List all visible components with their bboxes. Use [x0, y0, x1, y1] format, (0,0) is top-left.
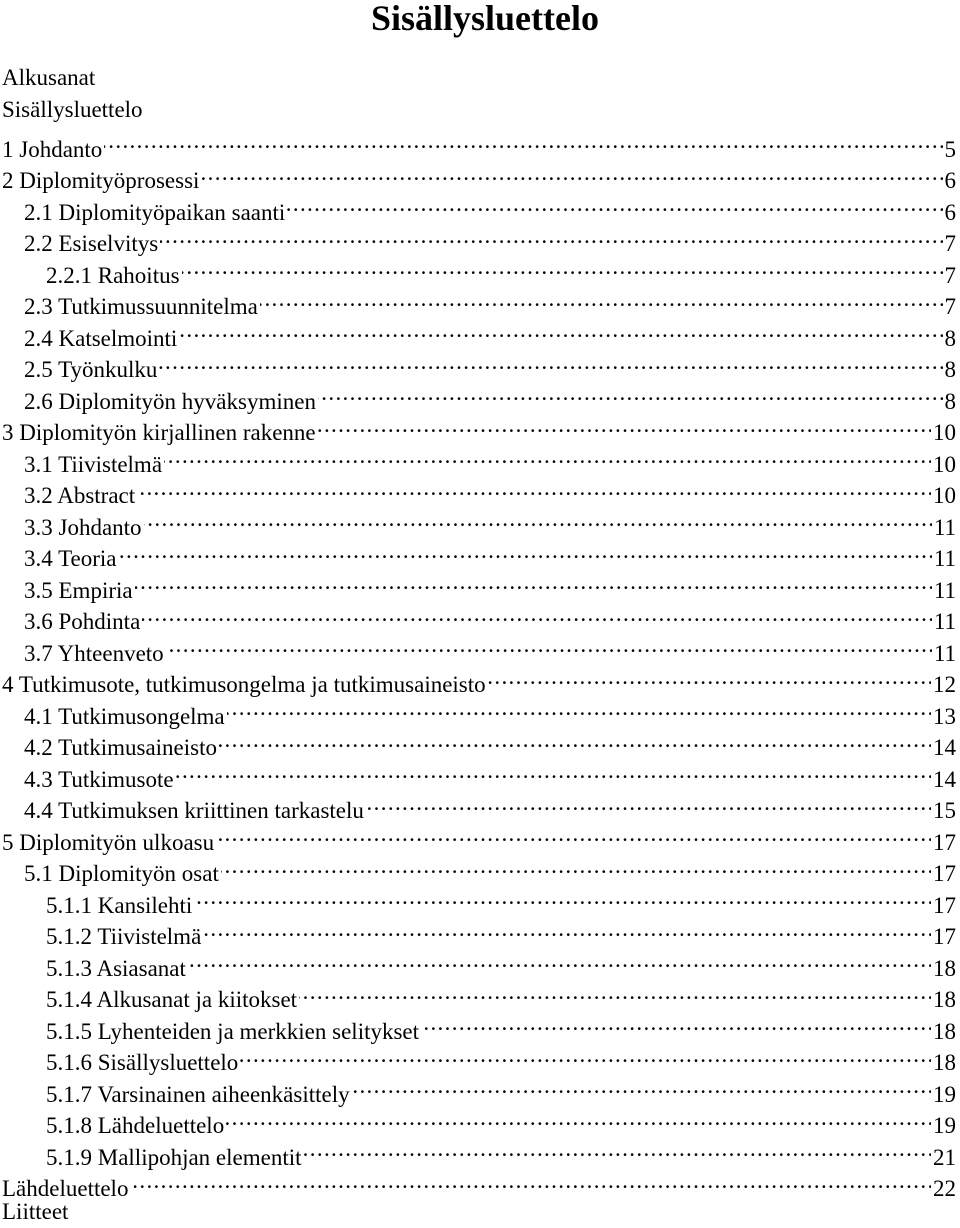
toc-entry[interactable]: [2, 62, 956, 94]
toc-entry-label: 4.3 Tutkimusote: [24, 766, 174, 792]
toc-dot-leader: [352, 1070, 931, 1102]
toc-dot-leader: [260, 283, 943, 315]
toc-page-number: 22: [933, 1176, 956, 1201]
toc-page-number: 7: [944, 262, 956, 288]
toc-page-number: 17: [933, 892, 956, 918]
toc-dot-leader: [366, 787, 931, 819]
toc-entry-label: 5.1 Diplomityön osat: [24, 861, 219, 886]
toc-page-number: 18: [933, 955, 956, 981]
toc-entry-label: 3.7 Yhteenveto: [24, 640, 164, 666]
toc-entry-label: 2.2.1 Rahoitus: [46, 262, 180, 288]
toc-entry[interactable]: [2, 157, 956, 193]
toc-entry-label: 3.4 Teoria: [24, 546, 117, 571]
toc-entry-label: 2.1 Diplomityöpaikan saanti: [24, 199, 286, 225]
toc-page-number: 10: [933, 483, 956, 508]
toc-entry-label: 4.1 Tutkimusongelma: [24, 703, 225, 729]
toc-dot-leader: [318, 409, 931, 441]
toc-dot-leader: [299, 976, 931, 1008]
toc-page-number: 10: [933, 420, 956, 445]
toc-dot-leader: [201, 157, 942, 189]
toc-dot-leader: [160, 220, 942, 252]
toc-page-number: 18: [933, 987, 956, 1012]
toc-entry[interactable]: [2, 1196, 956, 1228]
toc-entry-label: 2.2 Esiselvitys: [24, 231, 159, 256]
toc-page-number: 11: [933, 546, 956, 571]
toc-page-number: 12: [933, 672, 956, 697]
toc-entry[interactable]: [2, 598, 956, 634]
toc-dot-leader: [119, 535, 932, 567]
toc-entry-label: Sisällysluettelo: [2, 96, 143, 122]
toc-dot-leader: [142, 598, 932, 630]
toc-page-number: 11: [933, 514, 956, 540]
toc-page-number: 8: [944, 388, 956, 414]
toc-dot-leader: [166, 629, 932, 661]
toc-entry[interactable]: [2, 125, 956, 162]
toc-dot-leader: [159, 346, 942, 378]
toc-dot-leader: [144, 503, 932, 535]
toc-entry-label: 5.1.6 Sisällysluettelo: [46, 1050, 239, 1075]
toc-dot-leader: [203, 913, 931, 945]
toc-entry-label: 5.1.3 Asiasanat: [46, 955, 186, 981]
toc-entry-label: 5.1.1 Kansilehti: [46, 892, 193, 918]
toc-page-number: 5: [944, 136, 956, 162]
toc-page-number: 19: [933, 1081, 956, 1107]
toc-page-number: 6: [944, 168, 956, 193]
toc-entry-label: 3 Diplomityön kirjallinen rakenne: [2, 420, 316, 445]
toc-entry-label: 5.1.9 Mallipohjan elementit: [46, 1144, 302, 1170]
toc-entry-label: Lähdeluettelo: [2, 1176, 129, 1201]
toc-dot-leader: [226, 1102, 931, 1134]
toc-page-number: 8: [944, 325, 956, 351]
toc-dot-leader: [221, 850, 931, 882]
toc-entry-label: 4.4 Tutkimuksen kriittinen tarkastelu: [24, 798, 364, 823]
toc-entry-label: 5.1.5 Lyhenteiden ja merkkien selitykset: [46, 1018, 420, 1044]
toc-dot-leader: [104, 125, 942, 157]
toc-dot-leader: [194, 881, 931, 913]
toc-page-number: 15: [933, 798, 956, 823]
toc-page-number: 11: [933, 577, 956, 603]
toc-entry-label: 4 Tutkimusote, tutkimusongelma ja tutkimusaineisto: [2, 672, 486, 697]
toc-entry-label: 3.5 Empiria: [24, 577, 133, 603]
toc-entry-label: 2.4 Katselmointi: [24, 325, 178, 351]
toc-dot-leader: [219, 724, 931, 756]
toc-entry-label: 3.6 Pohdinta: [24, 609, 141, 634]
toc-entry-label: Alkusanat: [2, 65, 96, 90]
toc-entry-label: 5.1.4 Alkusanat ja kiitokset: [46, 987, 298, 1012]
toc-entry-label: 2.5 Työnkulku: [24, 357, 158, 382]
toc-page-number: 7: [944, 294, 956, 319]
toc-dot-leader: [287, 188, 942, 220]
toc-entry[interactable]: [2, 535, 956, 571]
toc-page-number: 19: [933, 1113, 956, 1138]
toc-page-number: 7: [944, 231, 956, 256]
toc-page-number: 14: [933, 735, 956, 760]
toc-entry-label: 5.1.7 Varsinainen aiheenkäsittely: [46, 1081, 350, 1107]
toc-page-number: 18: [933, 1018, 956, 1044]
toc-dot-leader: [182, 251, 943, 283]
toc-entry-label: 2 Diplomityöprosessi: [2, 168, 200, 193]
toc-dot-leader: [130, 1165, 931, 1197]
toc-entry-label: 5.1.8 Lähdeluettelo: [46, 1113, 225, 1138]
toc-page-number: 21: [933, 1144, 956, 1170]
toc-dot-leader: [164, 440, 931, 472]
toc-entry-label: 3.1 Tiivistelmä: [24, 451, 163, 477]
toc-dot-leader: [137, 472, 931, 504]
toc-dot-leader: [227, 692, 931, 724]
toc-page-number: 6: [944, 199, 956, 225]
toc-entry-label: 5.1.2 Tiivistelmä: [46, 924, 202, 949]
toc-page-number: 11: [933, 609, 956, 634]
toc-entry-label: 3.2 Abstract: [24, 483, 136, 508]
toc-dot-leader: [176, 755, 931, 787]
toc-entry-label: 2.3 Tutkimussuunnitelma: [24, 294, 258, 319]
toc-dot-leader: [318, 377, 943, 409]
toc-page-number: 10: [933, 451, 956, 477]
toc-page-number: 17: [933, 861, 956, 886]
toc-entry-label: 2.6 Diplomityön hyväksyminen: [24, 388, 316, 414]
toc-page-number: 17: [933, 829, 956, 855]
toc-page-number: 14: [933, 766, 956, 792]
toc-dot-leader: [488, 661, 931, 693]
toc-dot-leader: [179, 314, 942, 346]
toc-entry-label: 1 Johdanto: [2, 136, 103, 162]
toc-entry[interactable]: [2, 94, 956, 126]
toc-page-number: 8: [944, 357, 956, 382]
toc-page-number: 18: [933, 1050, 956, 1075]
toc-dot-leader: [421, 1007, 931, 1039]
table-of-contents: [2, 62, 956, 1228]
toc-entry[interactable]: [2, 1165, 956, 1201]
toc-dot-leader: [216, 818, 931, 850]
toc-entry[interactable]: [2, 472, 956, 508]
toc-entry-label: 4.2 Tutkimusaineisto: [24, 735, 217, 760]
toc-dot-leader: [188, 944, 931, 976]
toc-entry-label: Liitteet: [2, 1199, 69, 1224]
page-title: Sisällysluettelo: [370, 0, 599, 38]
toc-page-number: 17: [933, 924, 956, 949]
toc-dot-leader: [240, 1039, 931, 1071]
toc-dot-leader: [304, 1133, 931, 1165]
toc-entry-label: 3.3 Johdanto: [24, 514, 142, 540]
toc-entry-label: 5 Diplomityön ulkoasu: [2, 829, 215, 855]
toc-page-number: 13: [933, 703, 956, 729]
toc-entry[interactable]: [2, 503, 956, 540]
toc-entry[interactable]: [2, 629, 956, 666]
toc-entry[interactable]: [2, 566, 956, 603]
toc-dot-leader: [135, 566, 932, 598]
toc-page-number: 11: [933, 640, 956, 666]
